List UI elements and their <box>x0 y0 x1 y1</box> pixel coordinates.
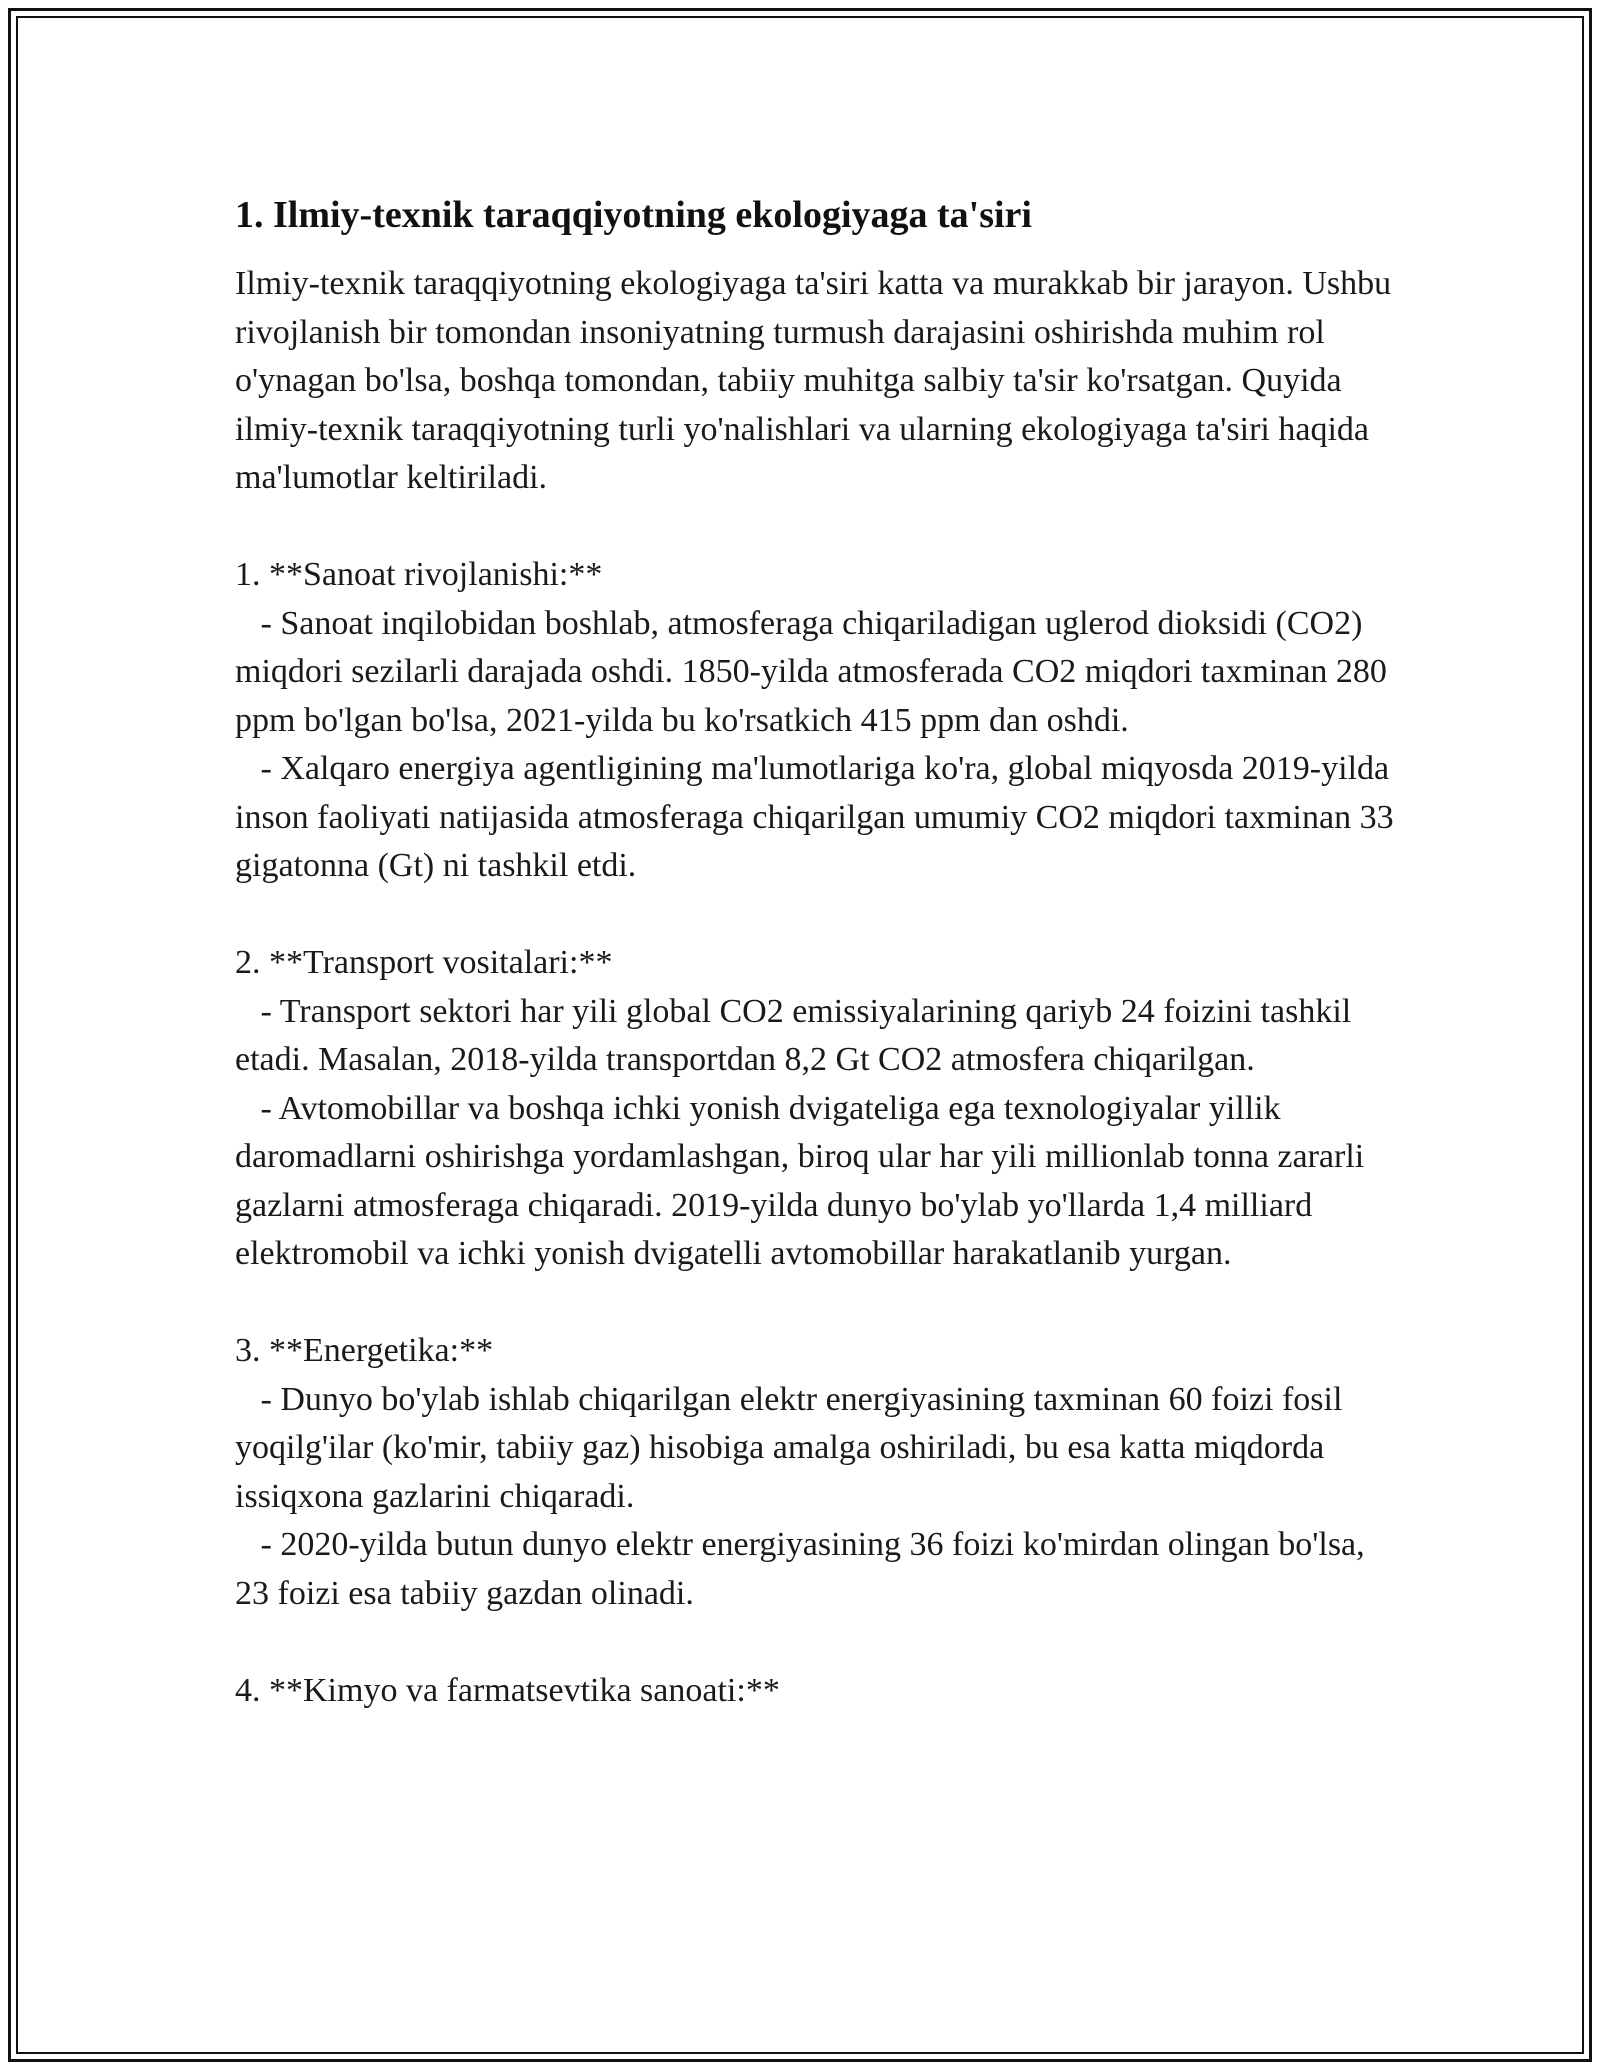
section-title: 2. **Transport vositalari:** <box>235 944 613 981</box>
section-title: 1. **Sanoat rivojlanishi:** <box>235 556 603 593</box>
intro-paragraph: Ilmiy-texnik taraqqiyotning ekologiyaga ta'siri katta va murakkab bir jarayon. Ushbu rivojlanish bir tomondan insoniyatning turmush darajasini oshirishda muhim rol o'ynagan bo'lsa, boshqa tomondan, tabiiy muhitga salbiy ta'sir ko'rsatgan. Quyida ilmiy-texnik taraqqiyotning turli yo'nalishlari va ularning ekologiyaga ta'siri haqida ma'lumotlar keltiriladi. <box>235 265 1400 496</box>
section-bullet: - Transport sektori har yili global CO2 emissiyalarining qariyb 24 foizini tashkil etadi. Masalan, 2018-yilda transportdan 8,2 Gt CO2 atmosfera chiqarilgan. <box>235 992 1360 1078</box>
section-transport <box>235 939 1395 1279</box>
section-bullet: - Avtomobillar va boshqa ichki yonish dvigateliga ega texnologiyalar yillik daromadlarni oshirishga yordamlashgan, biroq ular har yili millionlab tonna zararli gazlarni atmosferaga chiqaradi. 2019-yilda dunyo bo'ylab yo'llarda 1,4 milliard elektromobil va ichki yonish dvigatelli avtomobillar harakatlanib yurgan. <box>235 1089 1373 1272</box>
section-bullet: - Dunyo bo'ylab ishlab chiqarilgan elektr energiyasining taxminan 60 foizi fosil yoqilg'ilar (ko'mir, tabiiy gaz) hisobiga amalga oshiriladi, bu esa katta miqdorda issiqxona gazlarini chiqaradi. <box>235 1380 1351 1515</box>
section-chemistry <box>235 1667 1395 1716</box>
section-bullet: - 2020-yilda butun dunyo elektr energiyasining 36 foizi ko'mirdan olingan bo'lsa, 23 foizi esa tabiiy gazdan olinadi. <box>235 1526 1374 1612</box>
section-energy <box>235 1327 1395 1618</box>
section-bullet: - Xalqaro energiya agentligining ma'lumotlariga ko'ra, global miqyosda 2019-yilda inson faoliyati natijasida atmosferaga chiqarilgan umumiy CO2 miqdori taxminan 33 gigatonna (Gt) ni tashkil etdi. <box>235 750 1403 884</box>
section-industry <box>235 551 1403 891</box>
document-body <box>235 190 1403 1715</box>
section-title: 4. **Kimyo va farmatsevtika sanoati:** <box>235 1671 780 1709</box>
section-title: 3. **Energetika:** <box>235 1332 494 1369</box>
section-bullet: - Sanoat inqilobidan boshlab, atmosferaga chiqariladigan uglerod dioksidi (CO2) miqdori sezilarli darajada oshdi. 1850-yilda atmosferada CO2 miqdori taxminan 280 ppm bo'lgan bo'lsa, 2021-yilda bu ko'rsatkich 415 ppm dan oshdi. <box>235 604 1396 739</box>
document-heading: 1. Ilmiy-texnik taraqqiyotning ekologiyaga ta'siri <box>235 194 1032 236</box>
